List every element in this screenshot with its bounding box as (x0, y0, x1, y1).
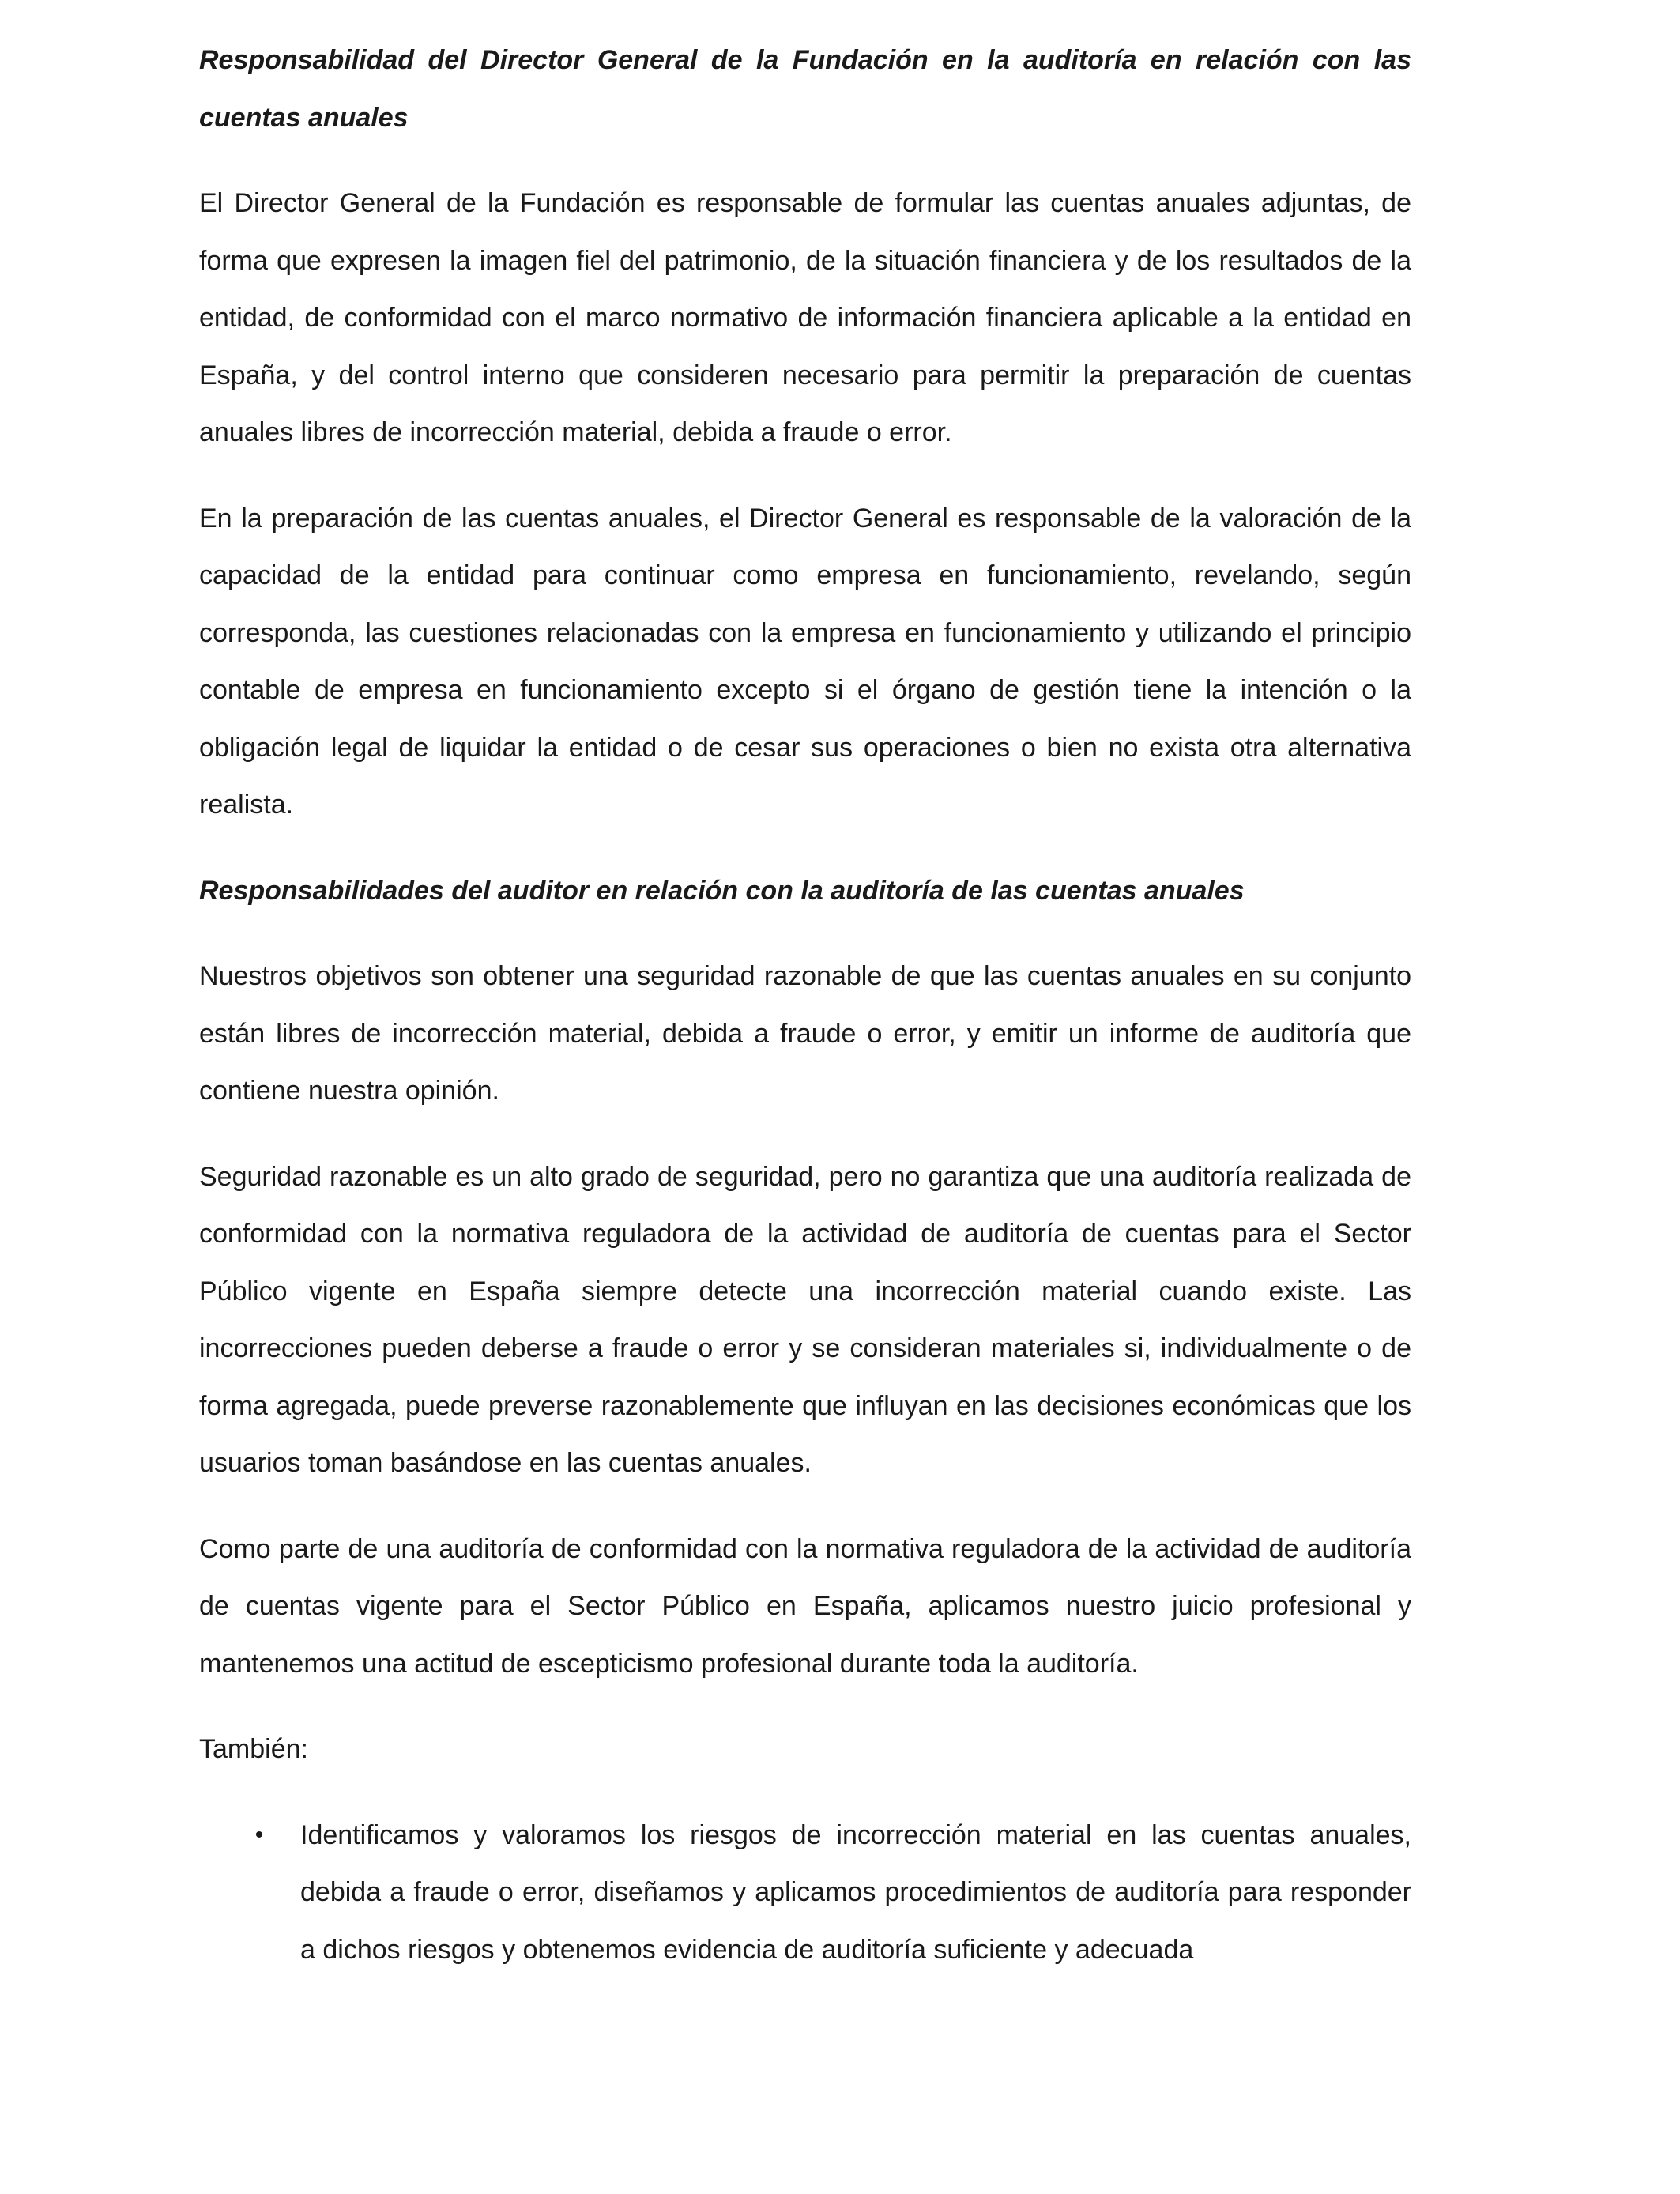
paragraph-also: También: (199, 1734, 308, 1764)
paragraph-professional-judgement: Como parte de una auditoría de conformidad con la normativa reguladora de la actividad de auditoría de cuentas vigente para el Sector Público en España, aplicamos nuestro juicio profesional y mantenemos una actitud de escepticismo profesional durante toda la auditoría. (199, 1533, 1411, 1679)
section-heading-director-responsibility: Responsabilidad del Director General de la Fundación en la auditoría en relación con las cuentas anuales (199, 45, 1411, 133)
section-heading-auditor-responsibility: Responsabilidades del auditor en relación con la auditoría de las cuentas anuales (199, 875, 1245, 906)
paragraph-reasonable-assurance: Seguridad razonable es un alto grado de seguridad, pero no garantiza que una auditoría realizada de conformidad con la normativa reguladora de la actividad de auditoría de cuentas para el Sector Público vigente en España siempre detecte una incorrección material cuando existe. Las incorrecciones pueden deberse a fraude o error y se consideran materiales si, individualmente o de forma agregada, puede preverse razonablemente que influyan en las decisiones económicas que los usuarios toman basándose en las cuentas anuales. (199, 1161, 1411, 1478)
list-item-text: Identificamos y valoramos los riesgos de incorrección material en las cuentas anuales, debida a fraude o error, diseñamos y aplicamos procedimientos de auditoría para responder a dichos riesgos y obtenemos evidencia de auditoría suficiente y adecuada (300, 1819, 1411, 1965)
document-page (199, 32, 1411, 1978)
audit-procedures-list (199, 1807, 1411, 1979)
paragraph-director-responsibility: El Director General de la Fundación es responsable de formular las cuentas anuales adjuntas, de forma que expresen la imagen fiel del patrimonio, de la situación financiera y de los resultados de la entidad, de conformidad con el marco normativo de información financiera aplicable a la entidad en España, y del control interno que consideren necesario para permitir la preparación de cuentas anuales libres de incorrección material, debida a fraude o error. (199, 188, 1411, 447)
list-item (199, 1807, 1411, 1979)
paragraph-going-concern: En la preparación de las cuentas anuales, el Director General es responsable de la valoración de la capacidad de la entidad para continuar como empresa en funcionamiento, revelando, según corresponda, las cuestiones relacionadas con la empresa en funcionamiento y utilizando el principio contable de empresa en funcionamiento excepto si el órgano de gestión tiene la intención o la obligación legal de liquidar la entidad o de cesar sus operaciones o bien no exista otra alternativa realista. (199, 503, 1411, 820)
bullet-icon: • (254, 1821, 264, 1848)
paragraph-audit-objectives: Nuestros objetivos son obtener una seguridad razonable de que las cuentas anuales en su conjunto están libres de incorrección material, debida a fraude o error, y emitir un informe de auditoría que contiene nuestra opinión. (199, 961, 1411, 1106)
